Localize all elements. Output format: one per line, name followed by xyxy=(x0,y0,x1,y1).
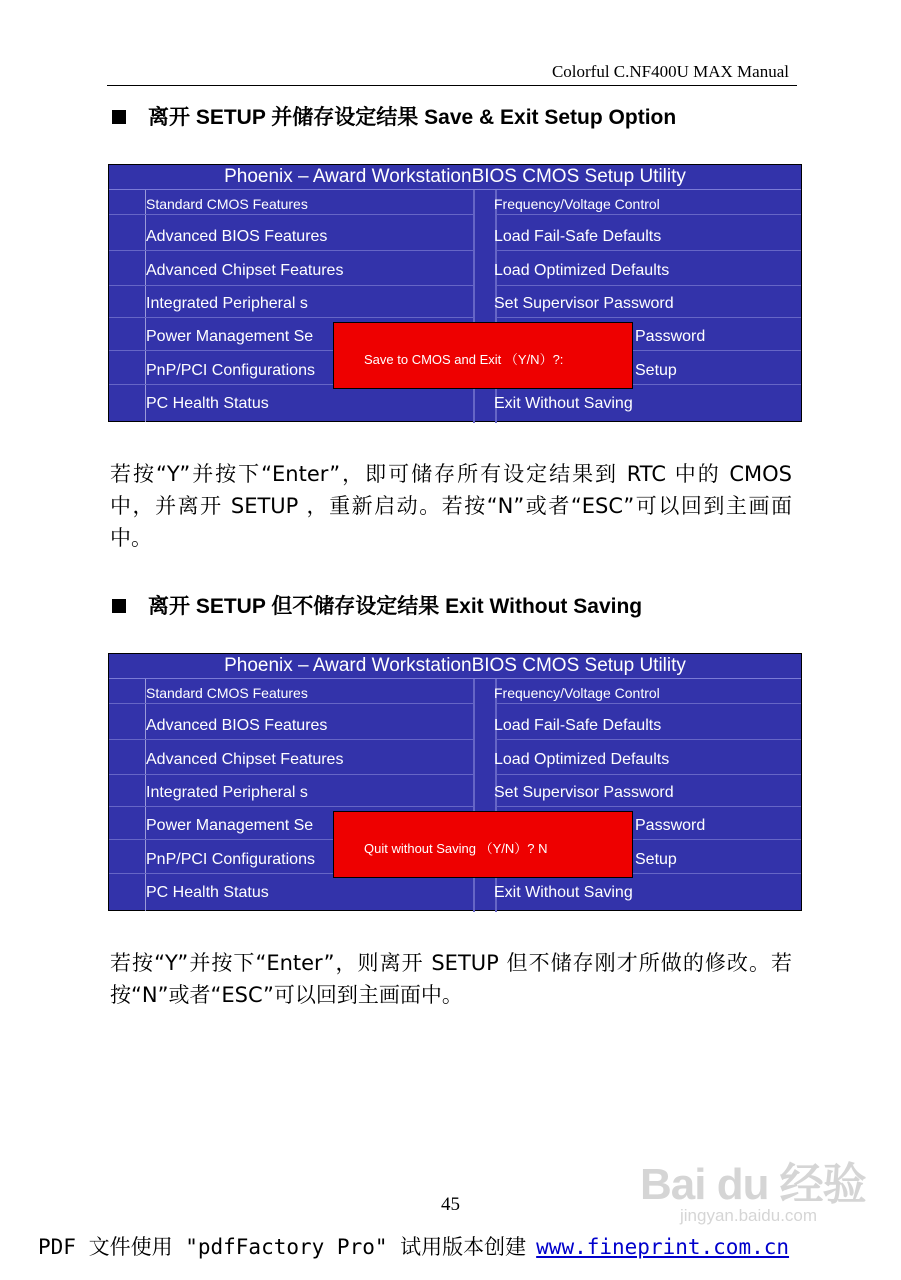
page-number: 45 xyxy=(441,1194,460,1215)
fineprint-link[interactable]: www.fineprint.com.cn xyxy=(536,1235,790,1259)
menu-item-power-management[interactable]: Power Management Se xyxy=(146,817,314,834)
menu-item-pc-health[interactable]: PC Health Status xyxy=(146,395,269,412)
bios-title: Phoenix – Award WorkstationBIOS CMOS Setup Utility xyxy=(109,654,801,679)
menu-item-user-password[interactable]: Password xyxy=(635,817,706,834)
menu-item-load-failsafe[interactable]: Load Fail-Safe Defaults xyxy=(494,717,662,734)
menu-item-user-password[interactable]: Password xyxy=(635,328,706,345)
menu-item-supervisor-password[interactable]: Set Supervisor Password xyxy=(494,295,674,312)
section-heading-exit-without-saving xyxy=(112,590,642,620)
menu-item-load-optimized[interactable]: Load Optimized Defaults xyxy=(494,262,670,279)
header-rule xyxy=(107,85,797,86)
menu-item-exit-without-saving[interactable]: Exit Without Saving xyxy=(494,884,633,901)
menu-item-load-failsafe[interactable]: Load Fail-Safe Defaults xyxy=(494,228,662,245)
menu-item-frequency-voltage[interactable]: Frequency/Voltage Control xyxy=(494,196,660,212)
menu-item-exit-without-saving[interactable]: Exit Without Saving xyxy=(494,395,633,412)
menu-item-integrated-peripherals[interactable]: Integrated Peripheral s xyxy=(146,784,308,801)
menu-item-advanced-chipset[interactable]: Advanced Chipset Features xyxy=(146,751,344,768)
menu-item-save-exit-setup[interactable]: Setup xyxy=(635,851,677,868)
section-heading-save-exit xyxy=(112,101,676,131)
menu-item-advanced-chipset[interactable]: Advanced Chipset Features xyxy=(146,262,344,279)
square-bullet-icon xyxy=(112,599,126,613)
save-exit-description: 若按“Y”并按下“Enter”，即可储存所有设定结果到 RTC 中的 CMOS 中，并离开 SETUP ，重新启动。若按“N”或者“ESC”可以回到主画面中。 xyxy=(110,462,792,550)
menu-item-supervisor-password[interactable]: Set Supervisor Password xyxy=(494,784,674,801)
section-heading-text: 离开 SETUP 并储存设定结果 Save & Exit Setup Option xyxy=(148,106,677,129)
pdf-footer xyxy=(38,1231,789,1261)
square-bullet-icon xyxy=(112,110,126,124)
menu-item-advanced-bios[interactable]: Advanced BIOS Features xyxy=(146,717,328,734)
baidu-watermark xyxy=(640,1140,870,1240)
menu-item-save-exit-setup[interactable]: Setup xyxy=(635,362,677,379)
menu-item-load-optimized[interactable]: Load Optimized Defaults xyxy=(494,751,670,768)
footer-text: PDF 文件使用 "pdfFactory Pro" 试用版本创建 xyxy=(38,1235,527,1259)
menu-item-standard-cmos[interactable]: Standard CMOS Features xyxy=(146,196,308,212)
menu-item-pnp-pci[interactable]: PnP/PCI Configurations xyxy=(146,362,315,379)
watermark-url: jingyan.baidu.com xyxy=(680,1206,818,1225)
dialog-prompt: Save to CMOS and Exit （Y/N）?: xyxy=(364,352,564,367)
menu-item-pnp-pci[interactable]: PnP/PCI Configurations xyxy=(146,851,315,868)
menu-item-frequency-voltage[interactable]: Frequency/Voltage Control xyxy=(494,685,660,701)
section-heading-text: 离开 SETUP 但不储存设定结果 Exit Without Saving xyxy=(148,595,643,618)
bios-title: Phoenix – Award WorkstationBIOS CMOS Setup Utility xyxy=(109,165,801,190)
menu-item-integrated-peripherals[interactable]: Integrated Peripheral s xyxy=(146,295,308,312)
watermark-logo-text: Bai du 经验 xyxy=(640,1160,866,1209)
bios-screen-exit-without-saving xyxy=(108,653,802,911)
manual-title: Colorful C.NF400U MAX Manual xyxy=(551,62,789,81)
dialog-prompt: Quit without Saving （Y/N）? N xyxy=(364,841,548,856)
quit-without-saving-dialog[interactable] xyxy=(333,811,633,878)
save-exit-dialog[interactable] xyxy=(333,322,633,389)
menu-item-standard-cmos[interactable]: Standard CMOS Features xyxy=(146,685,308,701)
menu-item-power-management[interactable]: Power Management Se xyxy=(146,328,314,345)
menu-item-pc-health[interactable]: PC Health Status xyxy=(146,884,269,901)
bios-screen-save-exit xyxy=(108,164,802,422)
menu-item-advanced-bios[interactable]: Advanced BIOS Features xyxy=(146,228,328,245)
exit-without-saving-description: 若按“Y”并按下“Enter”，则离开 SETUP 但不储存刚才所做的修改。若按“N”或者“ESC”可以回到主画面中。 xyxy=(110,951,792,1007)
